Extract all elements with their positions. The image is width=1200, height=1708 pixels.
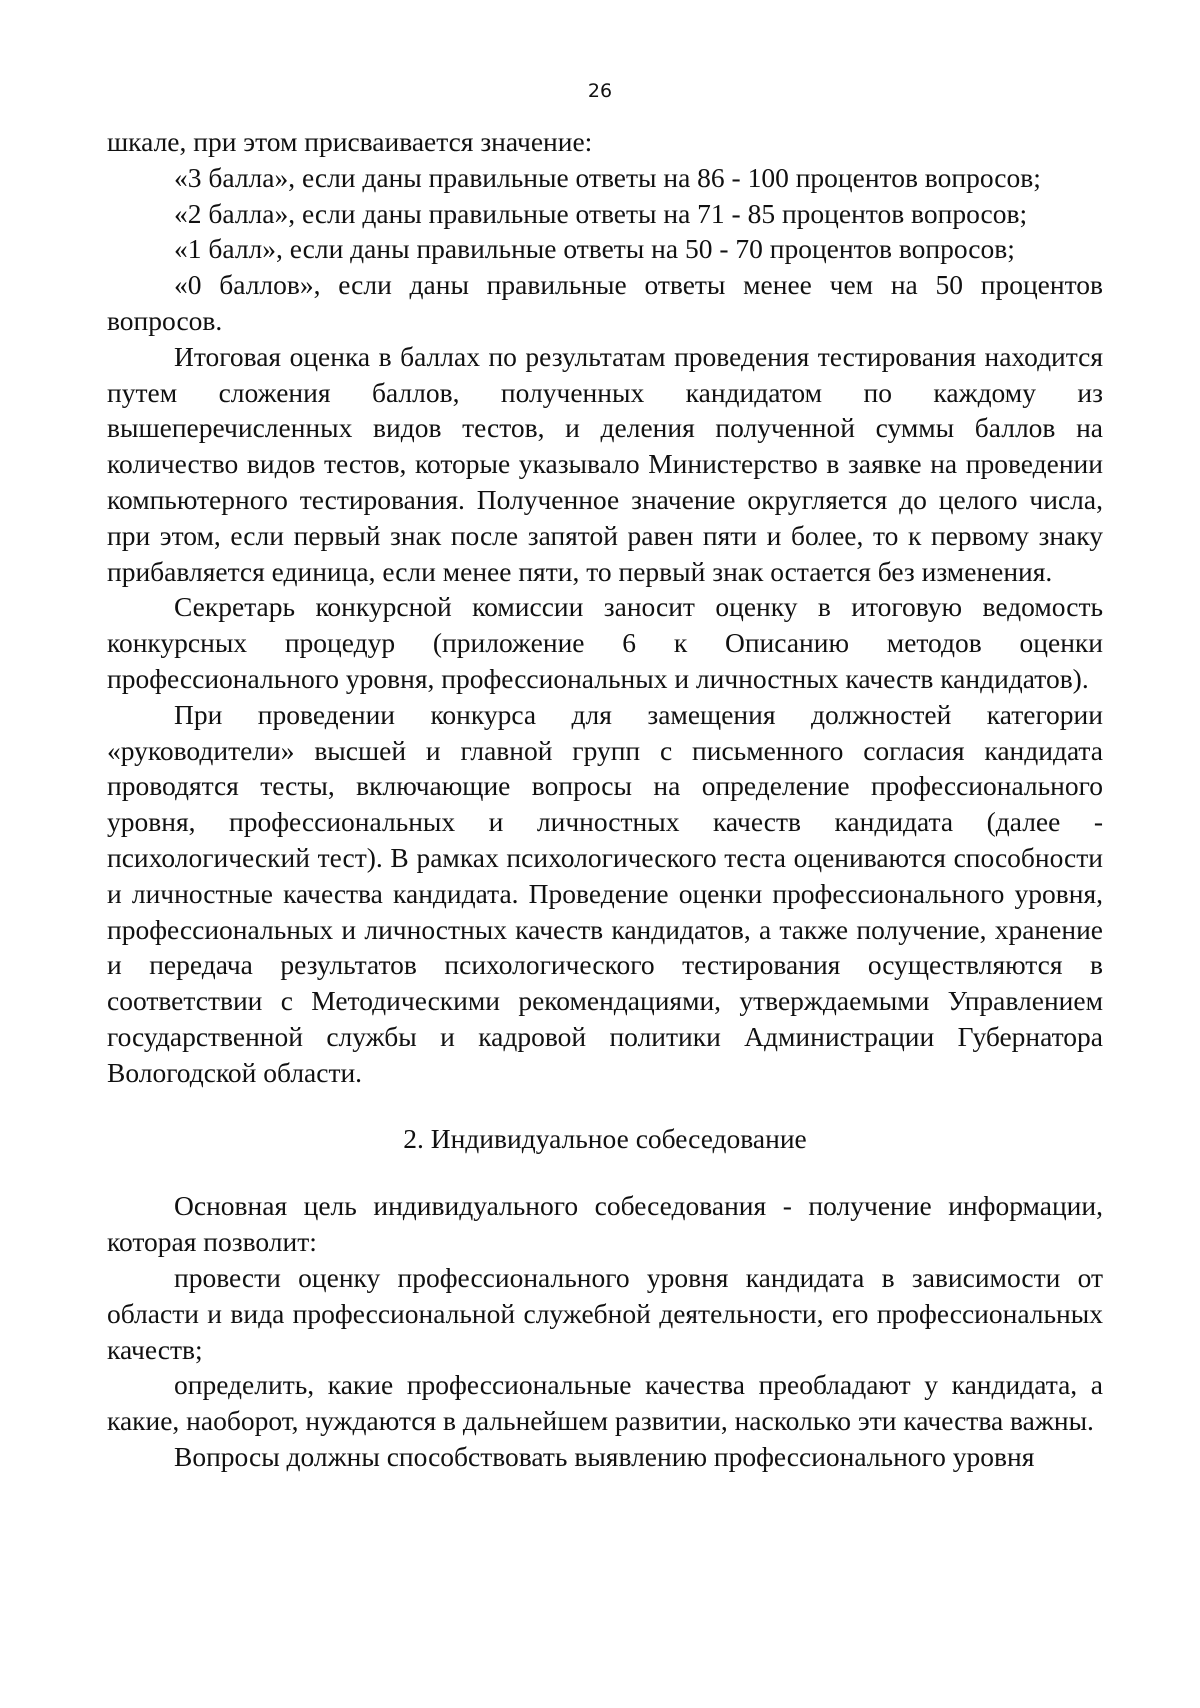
paragraph-assess-level: провести оценку профессионального уровня кандидата в зависимости от области и вида профессиональной служебной деятельности, его профессиональных качеств;: [107, 1261, 1103, 1365]
paragraph-interview-goal: Основная цель индивидуального собеседования - получение информации, которая позволит:: [107, 1190, 1103, 1258]
paragraph-psychological-test: При проведении конкурса для замещения должностей категории «руководители» высшей и главной групп с письменного согласия кандидата проводятся тесты, включающие вопросы на определение профессионального уровня, профессиональных и личностных качеств кандидата (далее - психологический тест). В рамках психологического теста оцениваются способности и личностные качества кандидата. Проведение оценки профессионального уровня, профессиональных и личностных качеств кандидатов, а также получение, хранение и передача результатов психологического тестирования осуществляются в соответствии с Методическими рекомендациями, утверждаемыми Управлением государственной службы и кадровой политики Администрации Губернатора Вологодской области.: [107, 698, 1103, 1088]
paragraph-score-2: «2 балла», если даны правильные ответы на 71 - 85 процентов вопросов;: [174, 197, 1028, 229]
paragraph-questions: Вопросы должны способствовать выявлению профессионального уровня: [174, 1440, 1035, 1472]
section-heading: 2. Индивидуальное собеседование: [403, 1122, 807, 1154]
paragraph-score-1: «1 балл», если даны правильные ответы на 50 - 70 процентов вопросов;: [174, 233, 1015, 265]
paragraph-score-3: «3 балла», если даны правильные ответы на 86 - 100 процентов вопросов;: [174, 161, 1041, 193]
paragraph-score-0: «0 баллов», если даны правильные ответы менее чем на 50 процентов вопросов.: [107, 269, 1103, 336]
paragraph-scale-intro: шкале, при этом присваивается значение:: [107, 126, 593, 157]
paragraph-final-score: Итоговая оценка в баллах по результатам проведения тестирования находится путем сложения баллов, полученных кандидатом по каждому из вышеперечисленных видов тестов, и деления полученной суммы баллов на количество видов тестов, которые указывало Министерство в заявке на проведении компьютерного тестирования. Полученное значение округляется до целого числа, при этом, если первый знак после запятой равен пяти и более, то к первому знаку прибавляется единица, если менее пяти, то первый знак остается без изменения.: [107, 340, 1103, 587]
page-number: 26: [587, 80, 613, 102]
paragraph-secretary: Секретарь конкурсной комиссии заносит оценку в итоговую ведомость конкурсных процедур (приложение 6 к Описанию методов оценки профессионального уровня, профессиональных и личностных качеств кандидатов).: [107, 591, 1103, 694]
document-body: [107, 124, 1103, 1475]
paragraph-determine-qualities: определить, какие профессиональные качества преобладают у кандидата, а какие, наоборот, нуждаются в дальнейшем развитии, насколько эти качества важны.: [107, 1369, 1103, 1437]
